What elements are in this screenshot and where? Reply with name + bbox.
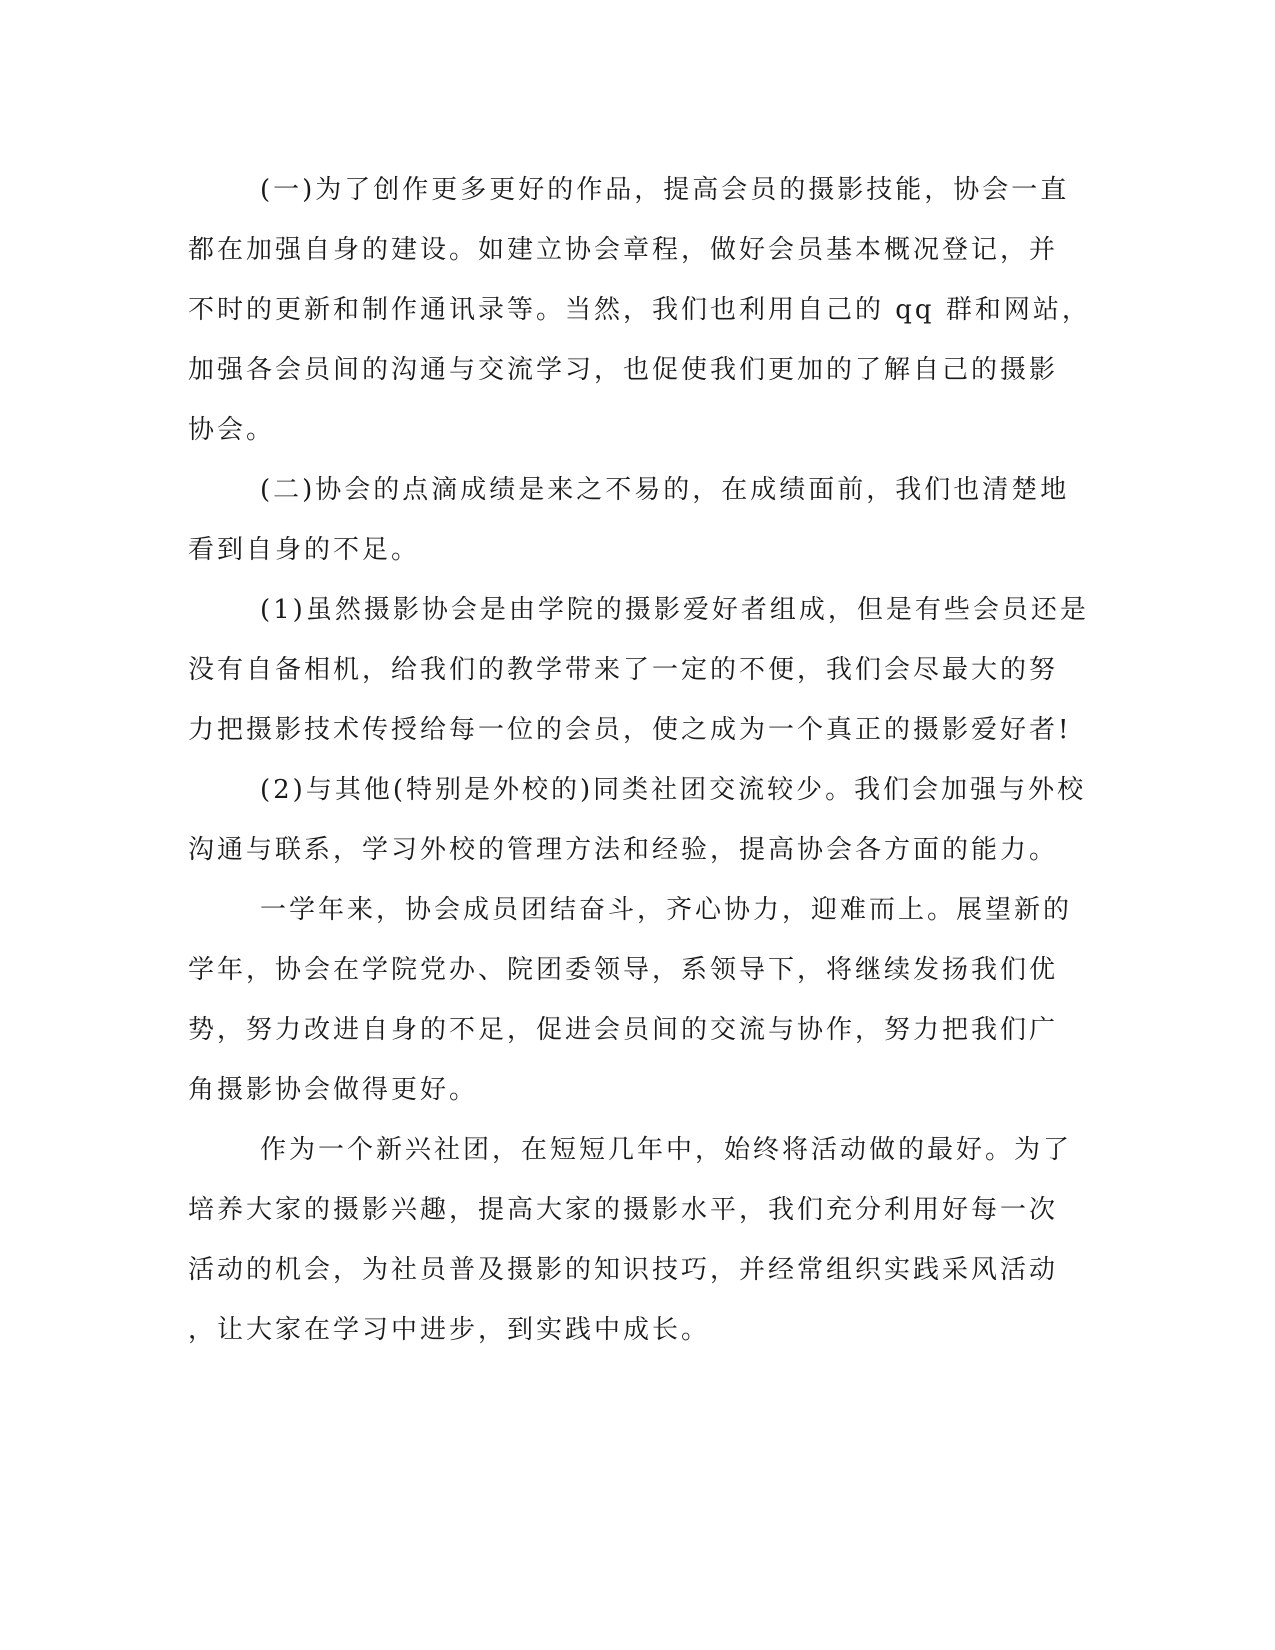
text-line: 沟通与联系，学习外校的管理方法和经验，提高协会各方面的能力。: [188, 835, 1059, 865]
text-line: 协会。: [188, 415, 276, 445]
text-line: (二)协会的点滴成绩是来之不易的，在成绩面前，我们也清楚地: [260, 475, 1070, 505]
text-line: 活动的机会，为社员普及摄影的知识技巧，并经常组织实践采风活动: [188, 1255, 1059, 1285]
paragraph-4: [188, 760, 1088, 880]
text-line: 力把摄影技术传授给每一位的会员，使之成为一个真正的摄影爱好者!: [188, 715, 1072, 745]
paragraph-6: [188, 1120, 1088, 1360]
text-line: 势，努力改进自身的不足，促进会员间的交流与协作，努力把我们广: [188, 1015, 1059, 1045]
text-line: (一)为了创作更多更好的作品，提高会员的摄影技能，协会一直: [260, 175, 1070, 205]
paragraph-3: [188, 580, 1088, 760]
text-line: ，让大家在学习中进步，到实践中成长。: [188, 1315, 711, 1345]
text-line: 看到自身的不足。: [188, 535, 421, 565]
text-line: 没有自备相机，给我们的教学带来了一定的不便，我们会尽最大的努: [188, 655, 1059, 685]
text-line: (2)与其他(特别是外校的)同类社团交流较少。我们会加强与外校: [260, 775, 1087, 805]
paragraph-5: [188, 880, 1088, 1120]
text-line: 都在加强自身的建设。如建立协会章程，做好会员基本概况登记，并: [188, 235, 1059, 265]
text-line: 加强各会员间的沟通与交流学习，也促使我们更加的了解自己的摄影: [188, 355, 1059, 385]
paragraph-1: [188, 160, 1091, 460]
paragraph-2: [188, 460, 1088, 580]
text-line: (1)虽然摄影协会是由学院的摄影爱好者组成，但是有些会员还是: [260, 595, 1089, 625]
text-line: 角摄影协会做得更好。: [188, 1075, 479, 1105]
text-line: 不时的更新和制作通讯录等。当然，我们也利用自己的 qq 群和网站，: [188, 295, 1091, 325]
text-line: 作为一个新兴社团，在短短几年中，始终将活动做的最好。为了: [260, 1135, 1073, 1165]
text-line: 一学年来，协会成员团结奋斗，齐心协力，迎难而上。展望新的: [260, 895, 1073, 925]
text-line: 学年，协会在学院党办、院团委领导，系领导下，将继续发扬我们优: [188, 955, 1059, 985]
document-body: [188, 160, 1091, 1360]
text-line: 培养大家的摄影兴趣，提高大家的摄影水平，我们充分利用好每一次: [188, 1195, 1059, 1225]
